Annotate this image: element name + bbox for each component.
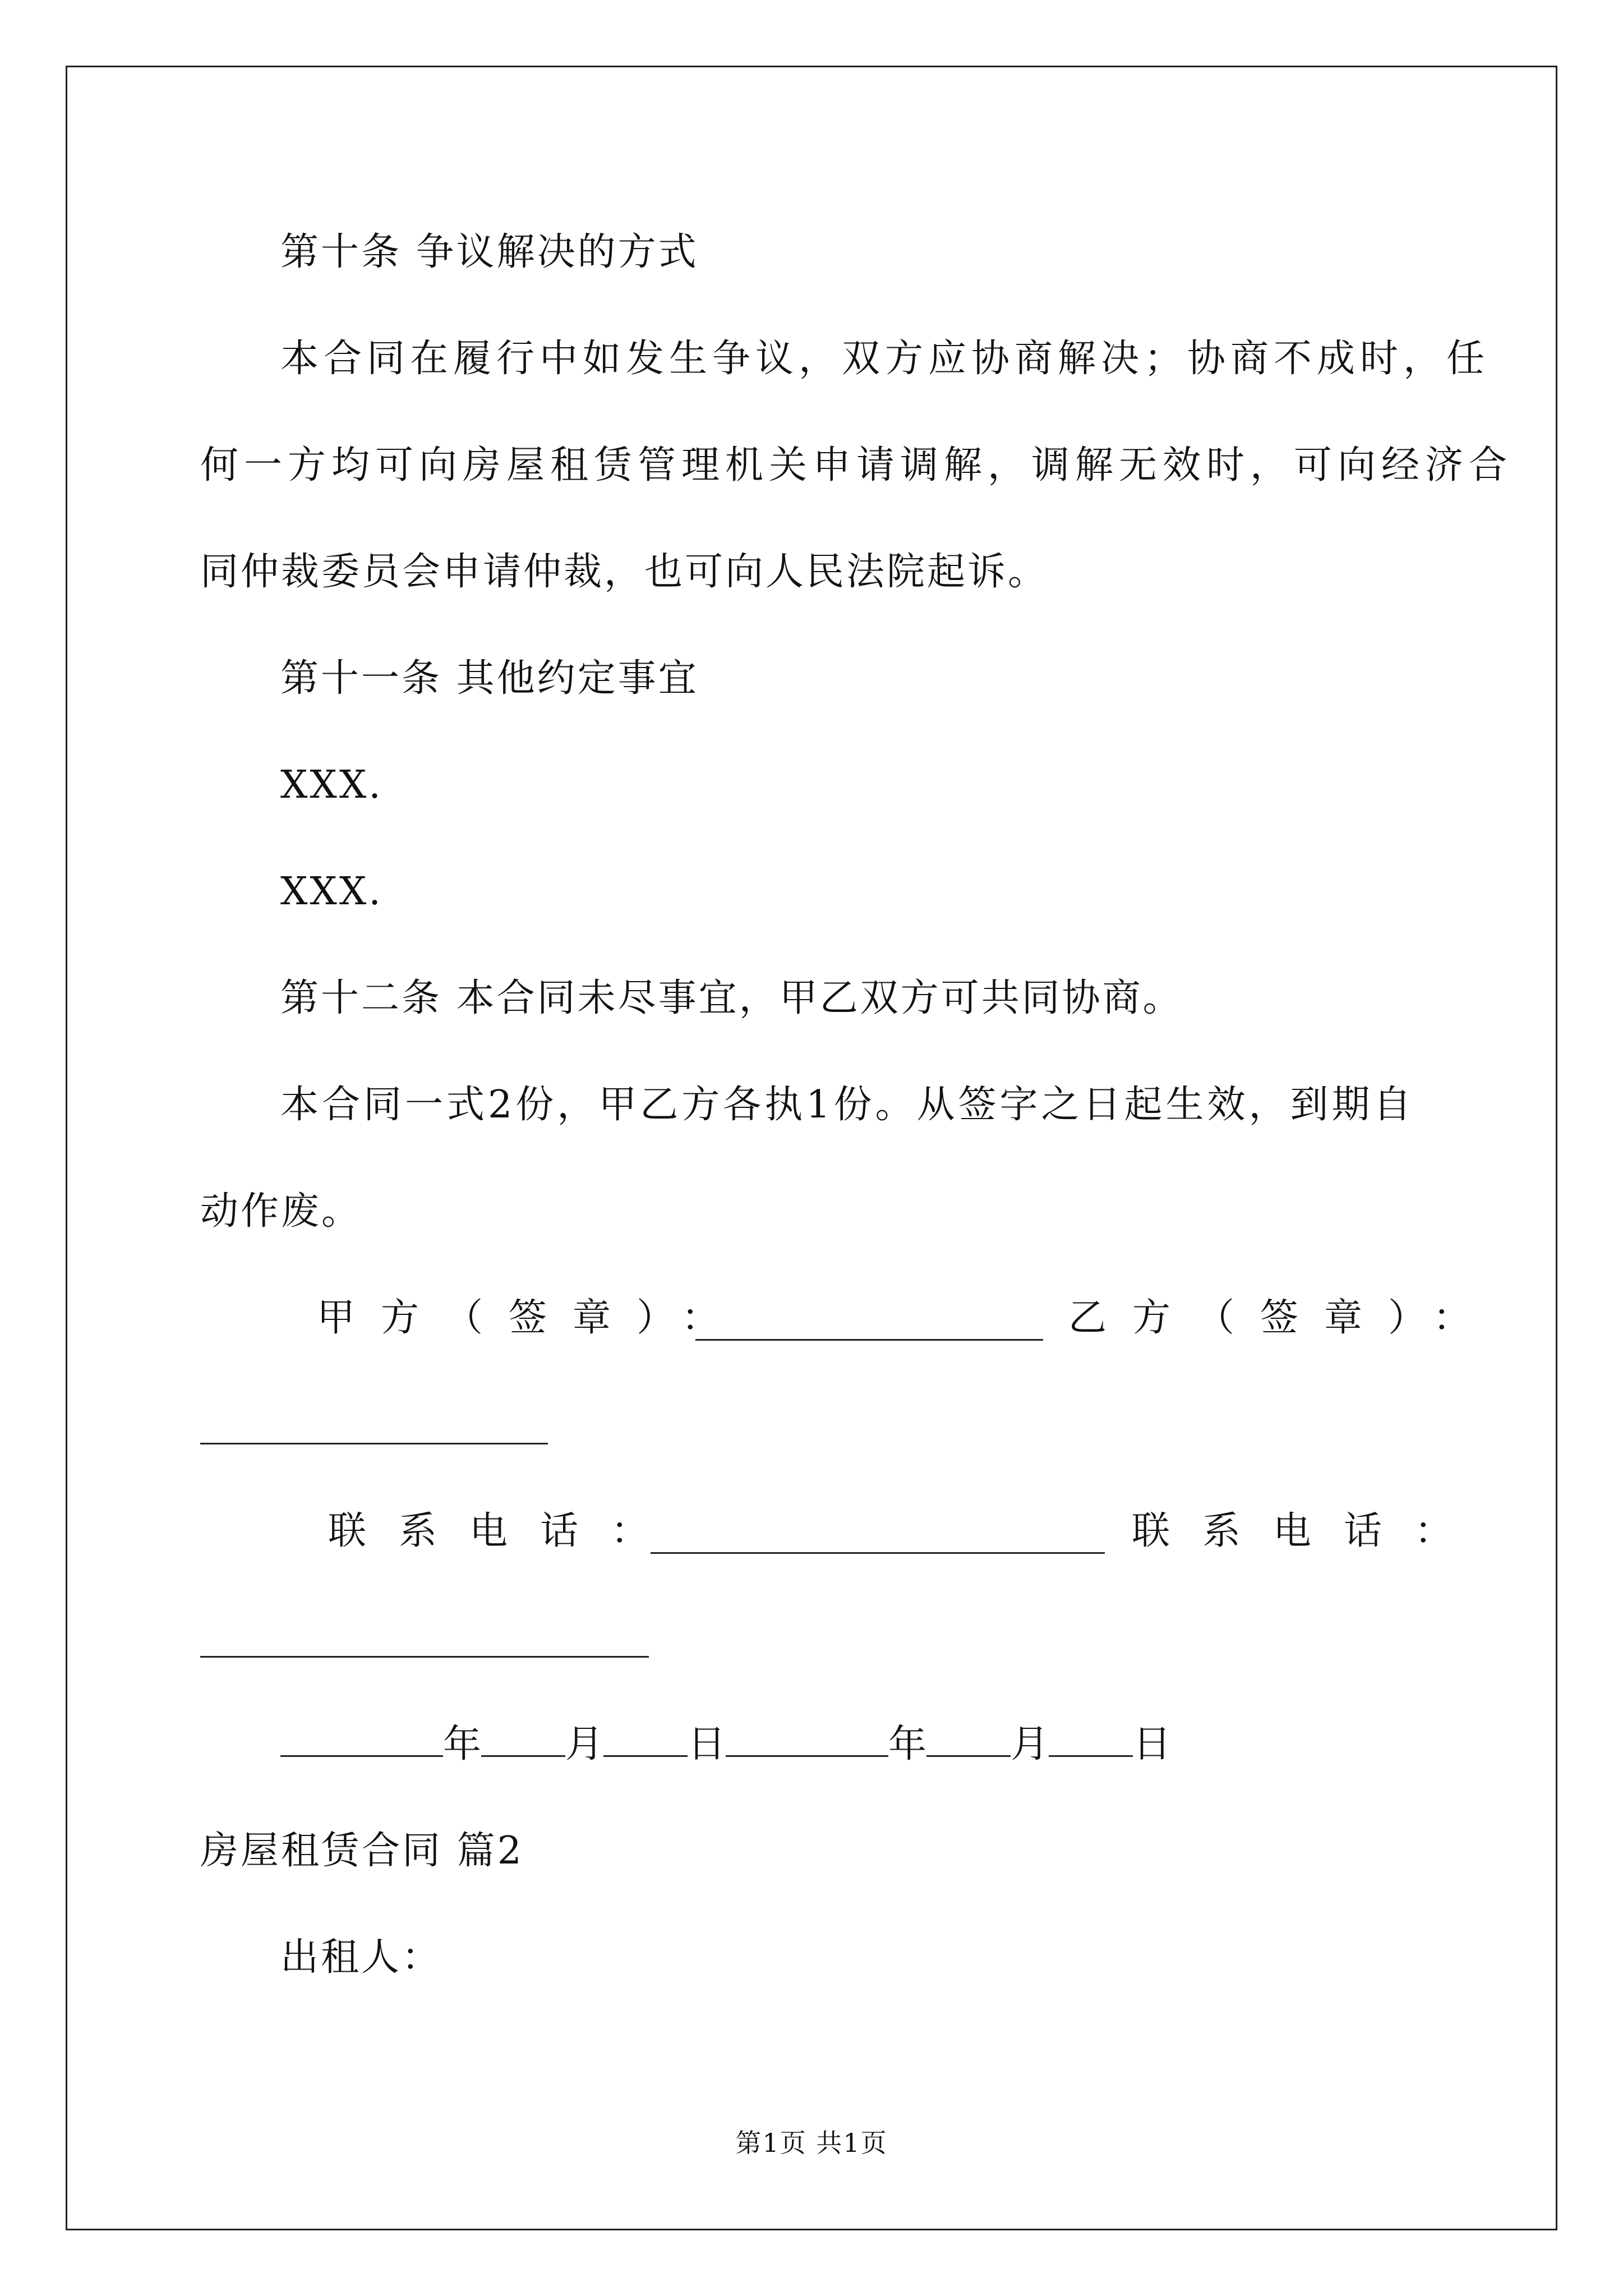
- article-12-heading: 第十二条 本合同未尽事宜，甲乙双方可共同协商。: [280, 976, 1183, 1020]
- date-a-year-blank[interactable]: [280, 1720, 443, 1757]
- phone-a: [328, 1506, 681, 1557]
- paragraph-line-1-text: 本合同在履行中如发生争议，双方应协商解决；协商不成时，任: [280, 337, 1490, 381]
- copies-line-1: 本合同一式2份，甲乙方各执1份。从签字之日起生效，到期自: [280, 1083, 1415, 1127]
- party-b-label: 乙方（签章）：: [1068, 1296, 1497, 1340]
- article-11-heading: 第十一条 其他约定事宜: [280, 656, 699, 701]
- date-a-year-label: 年: [443, 1722, 482, 1766]
- party-b-signature-blank[interactable]: [200, 1408, 548, 1444]
- date-line: [280, 1719, 1171, 1770]
- date-b-month-label: 月: [1011, 1722, 1049, 1766]
- date-a-month-label: 月: [565, 1722, 604, 1766]
- party-a-signature-blank[interactable]: [695, 1304, 1043, 1341]
- paragraph-line-3: 同仲裁委员会申请仲裁，也可向人民法院起诉。: [200, 550, 1049, 594]
- phone-b-blank[interactable]: [200, 1621, 649, 1658]
- date-b-year-blank[interactable]: [726, 1720, 888, 1757]
- lessor-label: 出租人：: [280, 1935, 442, 1980]
- date-a-day-label: 日: [688, 1722, 726, 1766]
- date-a-month-blank[interactable]: [481, 1720, 565, 1757]
- paragraph-line-2: 何一方均可向房屋租赁管理机关申请调解，调解无效时，可向经济合: [200, 443, 1513, 487]
- date-b-day-blank[interactable]: [1049, 1720, 1133, 1757]
- page-border: [66, 66, 1557, 2230]
- phone-a-label: 联系电话：: [328, 1509, 682, 1553]
- date-b-month-blank[interactable]: [926, 1720, 1011, 1757]
- section-title-contract-2: 房屋租赁合同 篇2: [200, 1829, 524, 1873]
- party-b-signature: [1068, 1293, 1497, 1343]
- phone-a-blank[interactable]: [651, 1517, 1105, 1554]
- article-10-heading: 第十条 争议解决的方式: [280, 230, 699, 274]
- phone-b-label: 联系电话：: [1132, 1509, 1486, 1553]
- phone-b: [1132, 1506, 1485, 1557]
- page-footer: 第1页 共1页: [735, 2128, 888, 2158]
- placeholder-item-1: XXX.: [280, 763, 383, 807]
- party-a-signature: [317, 1293, 745, 1343]
- party-a-label: 甲方（签章）：: [317, 1296, 746, 1340]
- date-b-day-label: 日: [1133, 1722, 1172, 1766]
- paragraph-line-1: [280, 334, 1490, 384]
- date-a-day-blank[interactable]: [603, 1720, 688, 1757]
- copies-line-2: 动作废。: [200, 1189, 362, 1234]
- date-b-year-label: 年: [888, 1722, 927, 1766]
- placeholder-item-2: XXX.: [280, 869, 383, 914]
